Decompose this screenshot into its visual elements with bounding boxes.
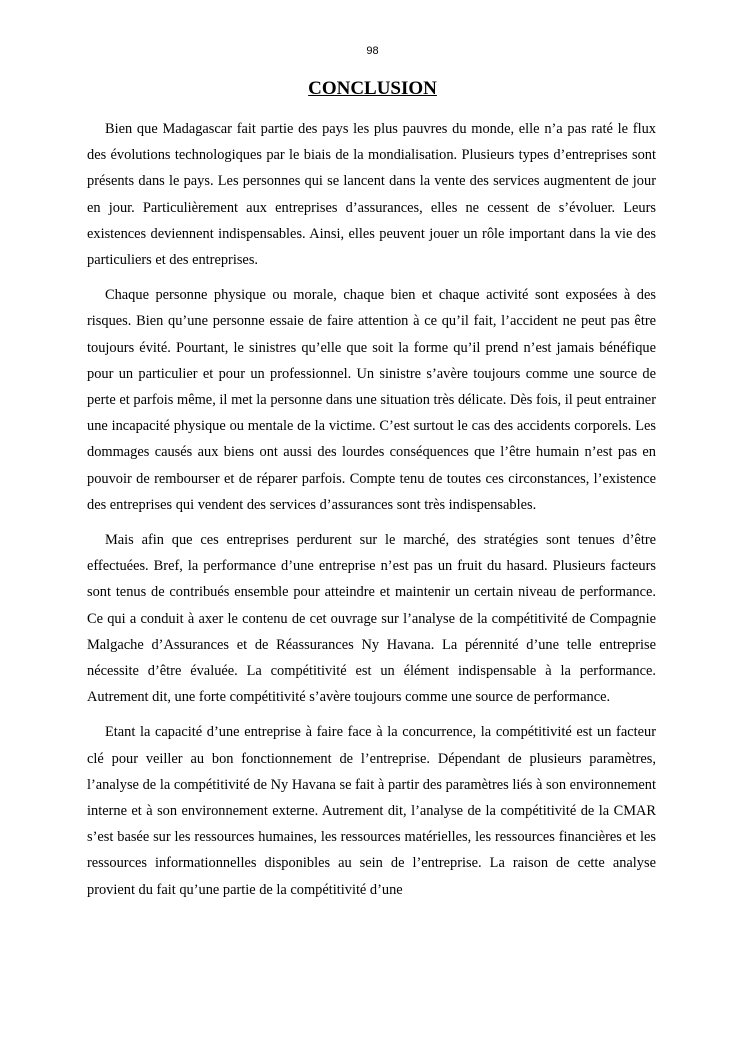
page-number: 98 <box>366 45 379 57</box>
page-title: CONCLUSION <box>308 78 437 99</box>
paragraph-1: Bien que Madagascar fait partie des pays les plus pauvres du monde, elle n’a pas raté le flux des évolutions technologiques par le biais de la mondialisation. Plusieurs types d’entreprises sont présents dans le pays. Les personnes qui se lancent dans la vente des services augmentent de jour en jour. Particulièrement aux entreprises d’assurances, elles ne cessent de s’évoluer. Leurs existences deviennent indispensables. Ainsi, elles peuvent jouer un rôle important dans la vie des particuliers et des entreprises. <box>87 121 656 269</box>
paragraph-2: Chaque personne physique ou morale, chaque bien et chaque activité sont exposées à des risques. Bien qu’une personne essaie de faire attention à ce qu’il fait, l’accident ne peut pas être toujours évité. Pourtant, le sinistres qu’elle que soit la forme qu’il prend n’est jamais bénéfique pour un particulier et pour un professionnel. Un sinistre s’avère toujours comme une source de perte et parfois même, il met la personne dans une situation très délicate. Dès fois, il peut entrainer une incapacité physique ou mentale de la victime. C’est surtout le cas des accidents corporels. Les dommages causés aux biens ont aussi des lourdes conséquences que l’être humain n’est pas en pouvoir de rembourser et de réparer parfois. Compte tenu de toutes ces circonstances, l’existence des entreprises qui vendent des services d’assurances sont très indispensables. <box>87 287 656 513</box>
body-text <box>87 116 656 912</box>
paragraph-3: Mais afin que ces entreprises perdurent sur le marché, des stratégies sont tenues d’être effectuées. Bref, la performance d’une entreprise n’est pas un fruit du hasard. Plusieurs facteurs sont tenus de contribués ensemble pour atteindre et maintenir un certain niveau de performance. Ce qui a conduit à axer le contenu de cet ouvrage sur l’analyse de la compétitivité de Compagnie Malgache d’Assurances et de Réassurances Ny Havana. La pérennité d’une telle entreprise nécessite d’être évaluée. La compétitivité est un élément indispensable à la performance. Autrement dit, une forte compétitivité s’avère toujours comme une source de performance. <box>87 532 656 706</box>
paragraph-4: Etant la capacité d’une entreprise à faire face à la concurrence, la compétitivité est un facteur clé pour veiller au bon fonctionnement de l’entreprise. Dépendant de plusieurs paramètres, l’analyse de la compétitivité de Ny Havana se fait à partir des paramètres liés à son environnement interne et à son environnement externe. Autrement dit, l’analyse de la compétitivité de la CMAR s’est basée sur les ressources humaines, les ressources matérielles, les ressources financières et les ressources informationnelles disponibles au sein de l’entreprise. La raison de cette analyse provient du fait qu’une partie de la compétitivité d’une <box>87 724 656 898</box>
